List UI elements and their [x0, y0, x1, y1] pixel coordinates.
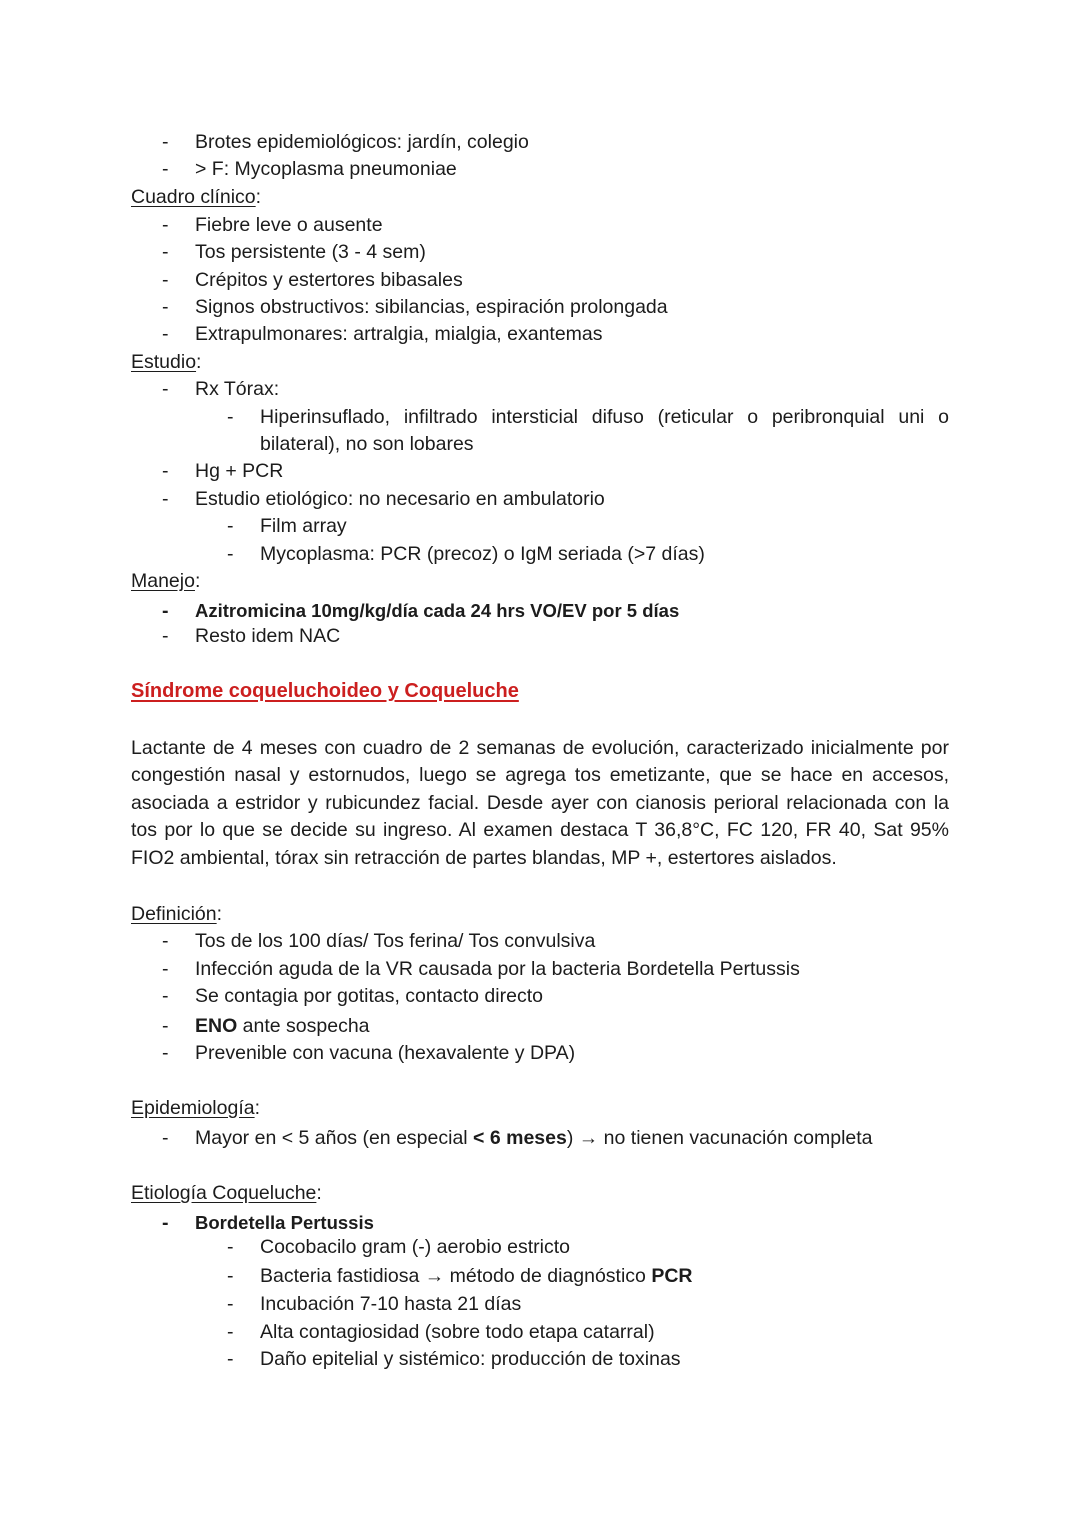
bullet-dash: -: [227, 406, 234, 428]
list-subitem-continuation: bilateral), no son lobares: [260, 433, 474, 455]
case-paragraph-line: tos por lo que se decide su ingreso. Al examen destaca T 36,8°C, FC 120, FR 40, Sat 95%: [131, 819, 949, 841]
bullet-dash: -: [227, 543, 234, 565]
section-heading-estudio: Estudio:: [131, 351, 202, 373]
bullet-dash: -: [162, 930, 169, 952]
bullet-dash: -: [227, 515, 234, 537]
section-heading-epidemiologia: Epidemiología:: [131, 1097, 261, 1119]
list-item-bold: Bordetella Pertussis: [195, 1212, 374, 1233]
list-item: Crépitos y estertores bibasales: [195, 269, 463, 291]
section-heading-definicion: Definición:: [131, 903, 223, 925]
list-item: Extrapulmonares: artralgia, mialgia, exantemas: [195, 323, 603, 345]
section-heading-etiologia: Etiología Coqueluche:: [131, 1182, 322, 1204]
list-item: Fiebre leve o ausente: [195, 214, 383, 236]
bullet-dash: -: [162, 269, 169, 291]
bullet-dash: -: [162, 131, 169, 153]
list-item: Mayor en < 5 años (en especial < 6 meses) → no tienen vacunación completa: [195, 1127, 873, 1149]
bullet-dash: -: [227, 1293, 234, 1315]
bullet-dash: -: [162, 241, 169, 263]
bullet-dash: -: [162, 296, 169, 318]
list-item: Hg + PCR: [195, 460, 284, 482]
section-title: Síndrome coqueluchoideo y Coqueluche: [131, 680, 519, 702]
list-item: Estudio etiológico: no necesario en ambulatorio: [195, 488, 605, 510]
list-item: > F: Mycoplasma pneumoniae: [195, 158, 457, 180]
case-paragraph-line: asociada a estridor y rubicundez facial. Desde ayer con cianosis perioral relacionada con la: [131, 792, 949, 814]
bullet-dash: -: [162, 1127, 169, 1149]
list-subitem: Cocobacilo gram (-) aerobio estricto: [260, 1236, 570, 1258]
bullet-dash: -: [162, 1212, 169, 1234]
bullet-dash: -: [162, 985, 169, 1007]
bullet-dash: -: [162, 378, 169, 400]
list-subitem: Film array: [260, 515, 347, 537]
case-paragraph-line: congestión nasal y estornudos, luego se agrega tos emetizante, que se hace en accesos,: [131, 764, 949, 786]
bullet-dash: -: [162, 158, 169, 180]
bullet-dash: -: [162, 323, 169, 345]
list-item: Se contagia por gotitas, contacto directo: [195, 985, 543, 1007]
list-item: Infección aguda de la VR causada por la bacteria Bordetella Pertussis: [195, 958, 800, 980]
case-paragraph-line: Lactante de 4 meses con cuadro de 2 semanas de evolución, caracterizado inicialmente por: [131, 737, 949, 759]
list-subitem: Alta contagiosidad (sobre todo etapa catarral): [260, 1321, 655, 1343]
section-heading-cuadro-clinico: Cuadro clínico:: [131, 186, 262, 208]
list-subitem: Bacteria fastidiosa → método de diagnóstico PCR: [260, 1265, 693, 1287]
bullet-dash: -: [162, 1015, 169, 1037]
bullet-dash: -: [162, 1042, 169, 1064]
case-paragraph-line: FIO2 ambiental, tórax sin retracción de partes blandas, MP +, estertores aislados.: [131, 847, 837, 869]
bullet-dash: -: [162, 460, 169, 482]
bullet-dash: -: [227, 1321, 234, 1343]
list-item-bold: Azitromicina 10mg/kg/día cada 24 hrs VO/EV por 5 días: [195, 600, 680, 621]
list-subitem: Mycoplasma: PCR (precoz) o IgM seriada (>7 días): [260, 543, 705, 565]
list-item: Resto idem NAC: [195, 625, 341, 647]
list-item: Signos obstructivos: sibilancias, espiración prolongada: [195, 296, 668, 318]
list-item: Prevenible con vacuna (hexavalente y DPA): [195, 1042, 576, 1064]
list-subitem: Incubación 7-10 hasta 21 días: [260, 1293, 522, 1315]
list-item: Tos de los 100 días/ Tos ferina/ Tos convulsiva: [195, 930, 596, 952]
list-subitem: Hiperinsuflado, infiltrado intersticial difuso (reticular o peribronquial uni o: [260, 406, 949, 428]
list-item: Tos persistente (3 - 4 sem): [195, 241, 426, 263]
list-item: ENO ante sospecha: [195, 1015, 370, 1037]
bullet-dash: -: [162, 488, 169, 510]
bullet-dash: -: [162, 958, 169, 980]
section-heading-manejo: Manejo:: [131, 570, 201, 592]
bullet-dash: -: [227, 1348, 234, 1370]
bullet-dash: -: [162, 214, 169, 236]
bullet-dash: -: [227, 1265, 234, 1287]
list-item: Brotes epidemiológicos: jardín, colegio: [195, 131, 529, 153]
list-subitem: Daño epitelial y sistémico: producción de toxinas: [260, 1348, 681, 1370]
bullet-dash: -: [162, 625, 169, 647]
bullet-dash: -: [162, 600, 169, 622]
list-item: Rx Tórax:: [195, 378, 280, 400]
bullet-dash: -: [227, 1236, 234, 1258]
